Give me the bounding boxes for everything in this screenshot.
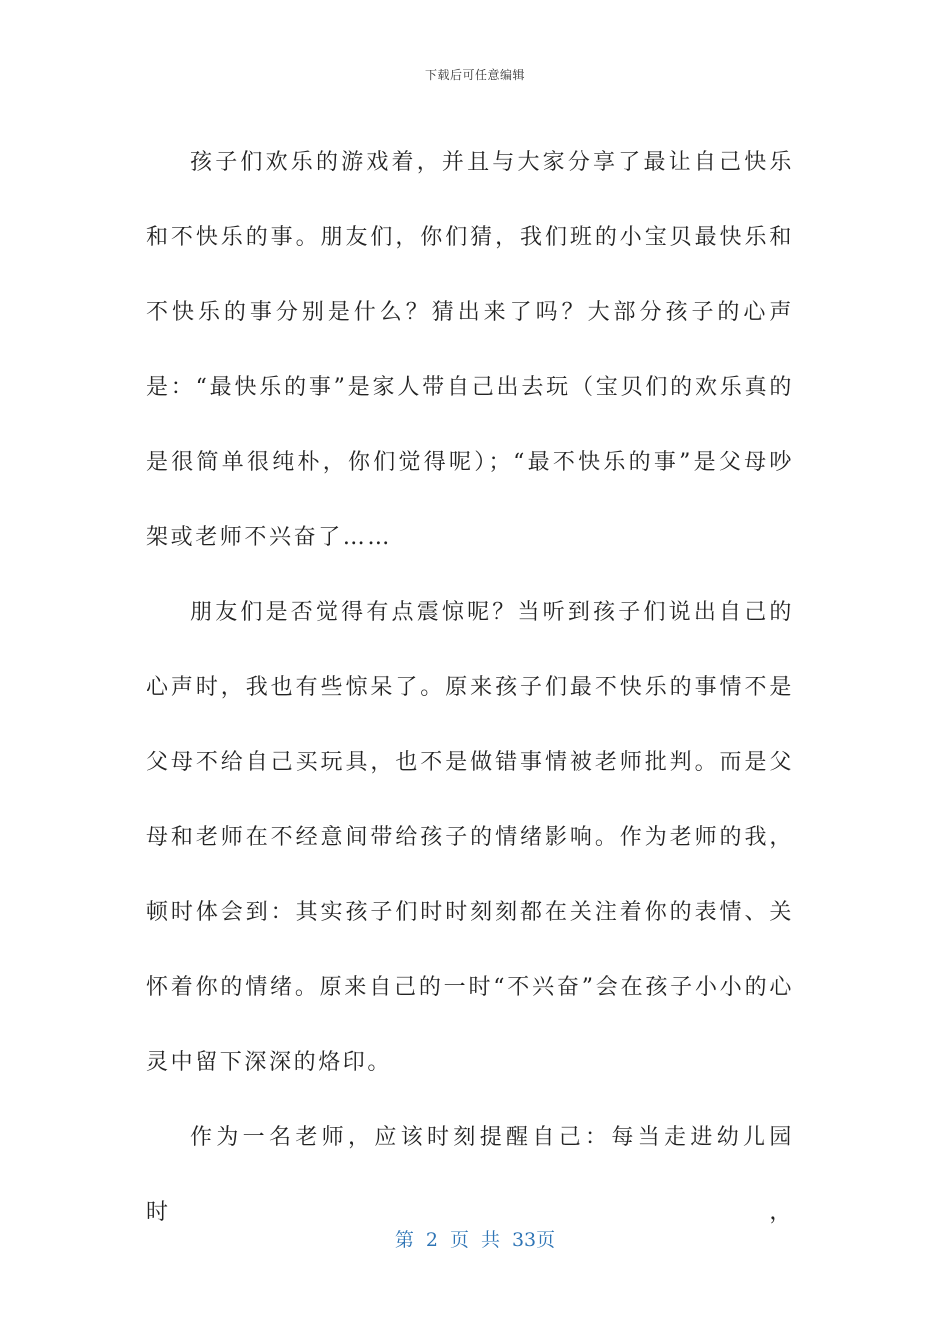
document-body <box>146 125 794 1250</box>
page-footer <box>0 1225 950 1252</box>
paragraph: 孩子们欢乐的游戏着，并且与大家分享了最让自己快乐和不快乐的事。朋友们，你们猜，我们班的小宝贝最快乐和不快乐的事分别是什么？猜出来了吗？大部分孩子的心声是：“最快乐的事”是家人带自己出去玩（宝贝们的欢乐真的是很简单很纯朴，你们觉得呢）；“最不快乐的事”是父母吵架或老师不兴奋了…… <box>146 150 794 550</box>
page-header: 下载后可任意编辑 <box>424 68 525 82</box>
paragraph: 作为一名老师，应该时刻提醒自己：每当走进幼儿园时， <box>146 1125 794 1225</box>
total-pages: 33页 <box>511 1229 556 1251</box>
total-label: 共 <box>480 1229 500 1251</box>
page-suffix: 页 <box>449 1229 469 1251</box>
paragraph: 朋友们是否觉得有点震惊呢？当听到孩子们说出自己的心声时，我也有些惊呆了。原来孩子们最不快乐的事情不是父母不给自己买玩具，也不是做错事情被老师批判。而是父母和老师在不经意间带给孩子的情绪影响。作为老师的我，顿时体会到：其实孩子们时时刻刻都在关注着你的表情、关怀着你的情绪。原来自己的一时“不兴奋”会在孩子小小的心灵中留下深深的烙印。 <box>146 600 794 1075</box>
page-label: 第 <box>394 1229 414 1251</box>
current-page-number: 2 <box>425 1229 438 1251</box>
